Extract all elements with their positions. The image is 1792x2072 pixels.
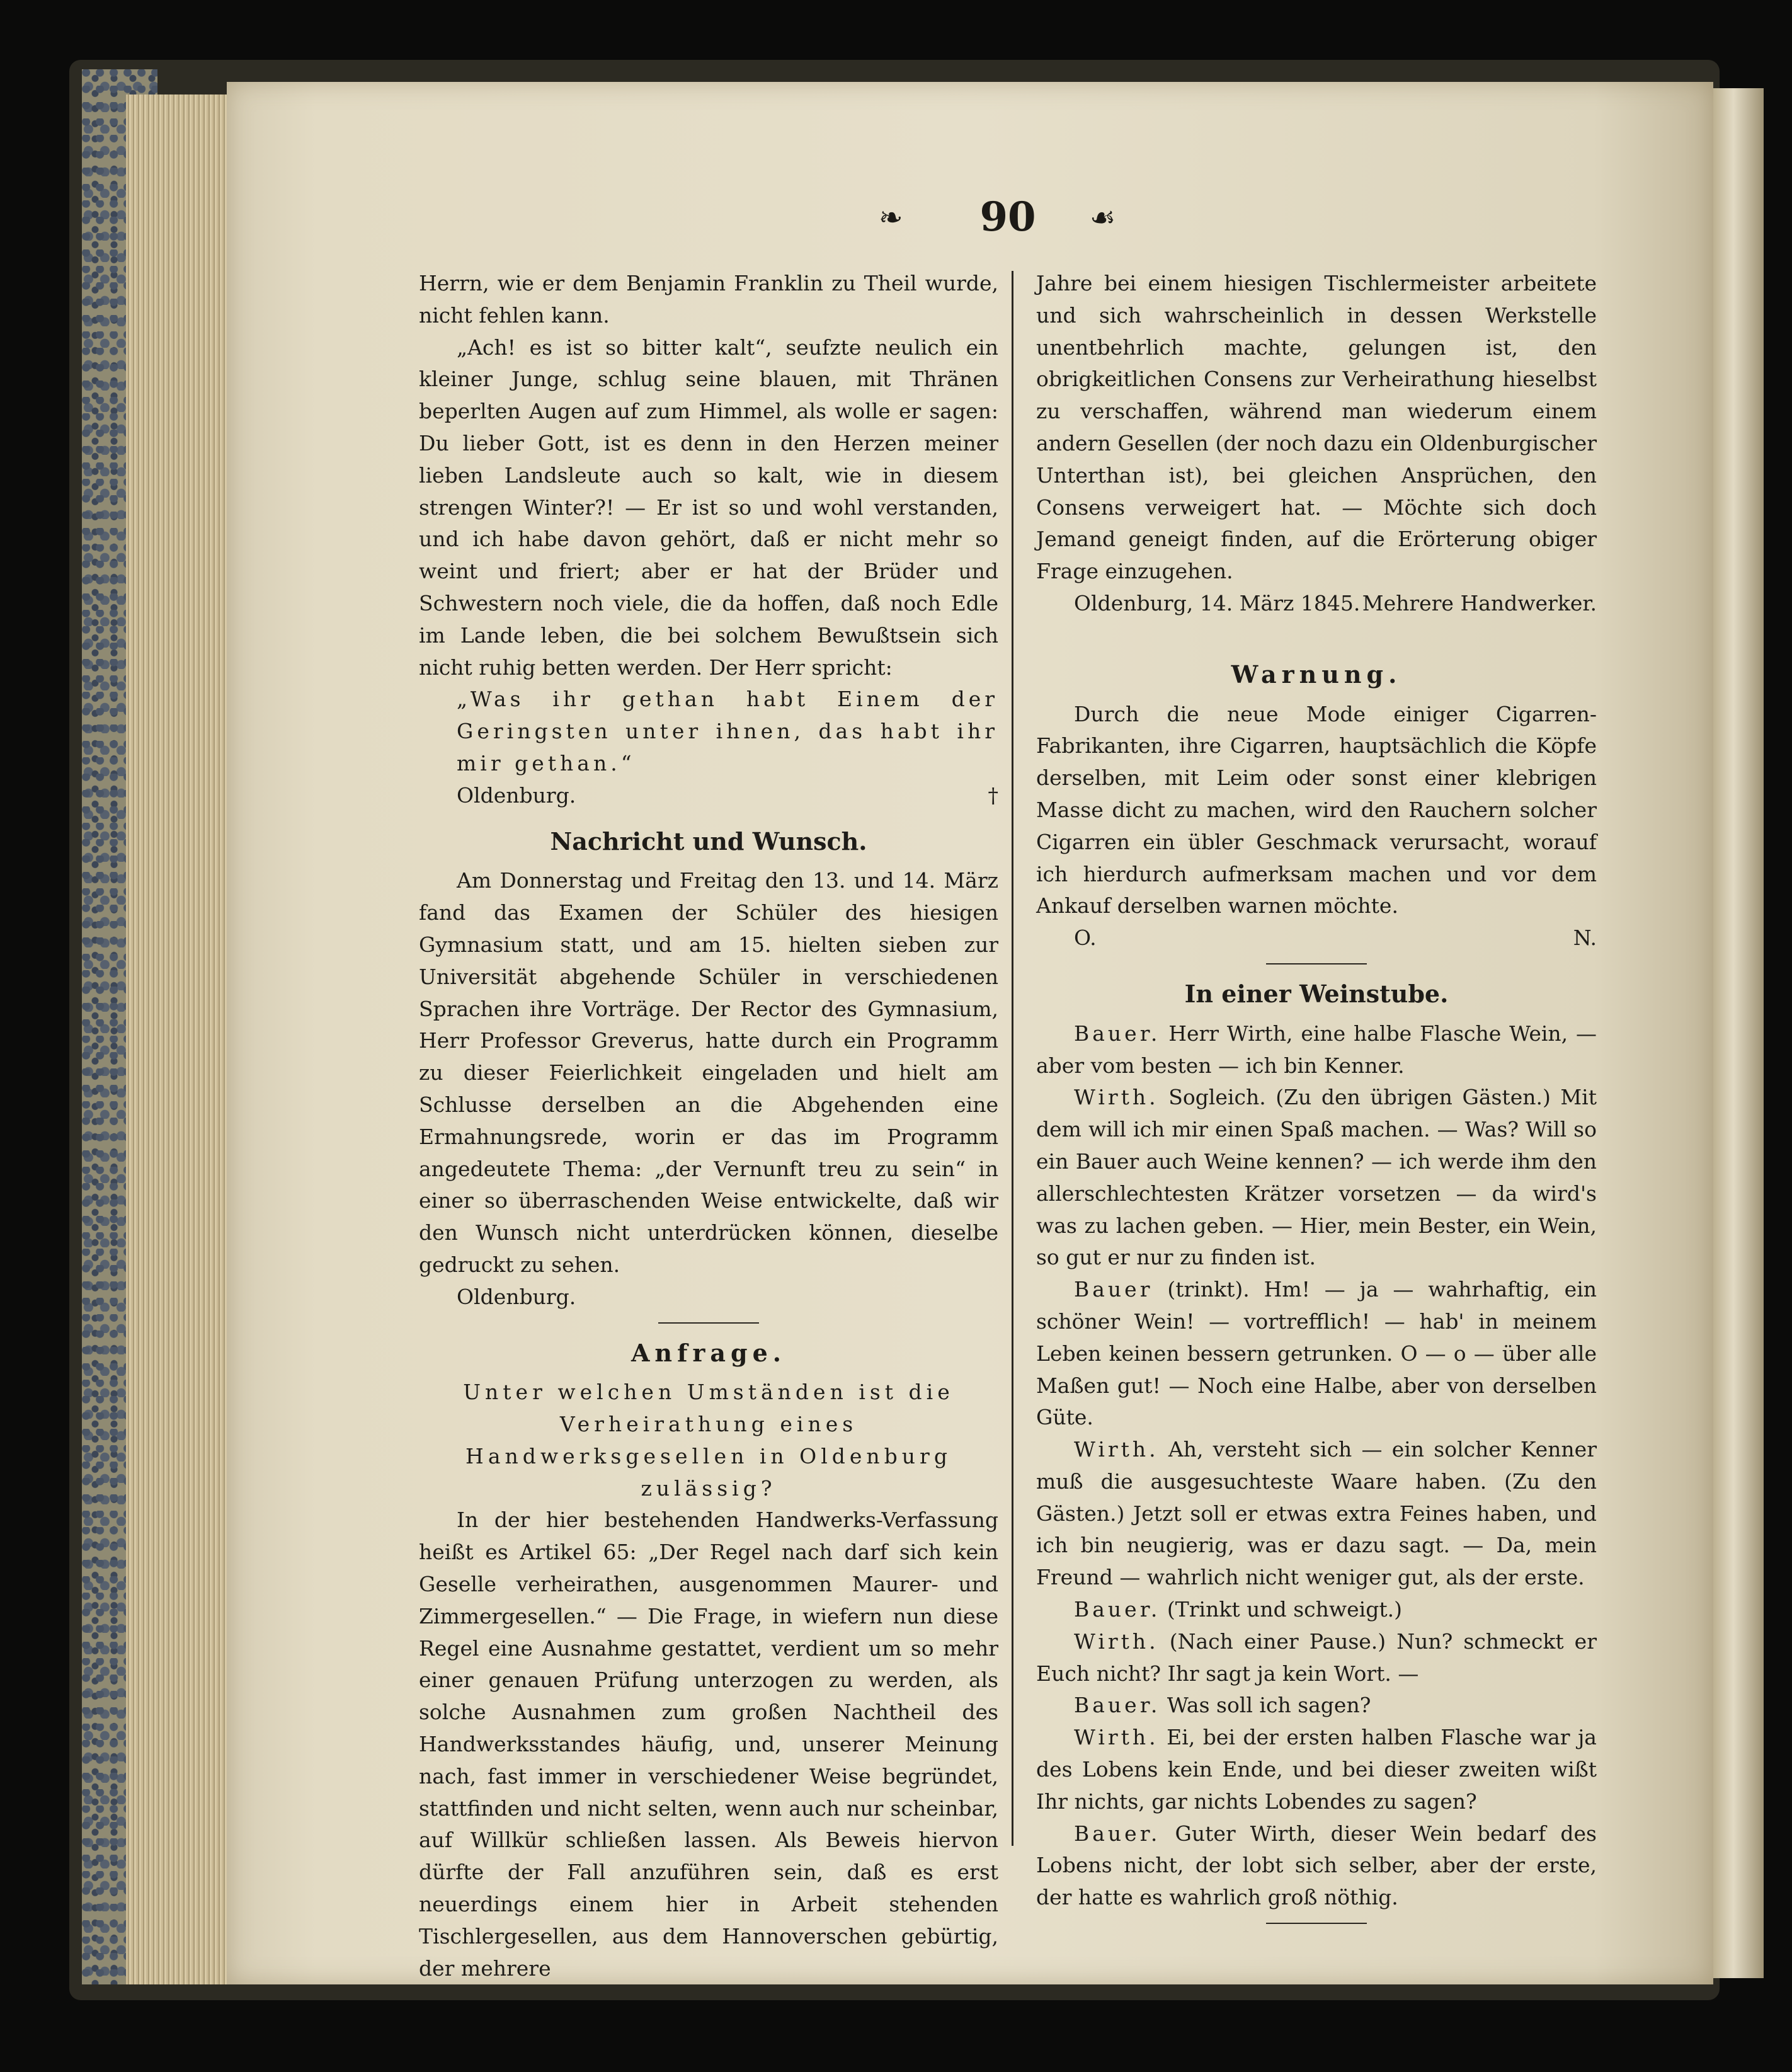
paragraph: Herrn, wie er dem Benjamin Franklin zu Theil wurde, nicht fehlen kann. bbox=[419, 271, 998, 328]
speaker: Wirth. bbox=[1074, 1628, 1159, 1654]
section-heading: Nachricht und Wunsch. bbox=[550, 827, 867, 856]
speaker: Wirth. bbox=[1074, 1437, 1159, 1462]
speaker: Wirth. bbox=[1074, 1085, 1159, 1110]
dialogue-text: Ei, bei der ersten halben Flasche war ja des Lobens kein Ende, und bei dieser zweiten wißt Ihr nichts, gar nichts Lobendes zu sagen? bbox=[1036, 1725, 1597, 1814]
section-heading: Anfrage. bbox=[631, 1338, 787, 1367]
dialogue-line bbox=[1036, 1274, 1597, 1434]
dialogue-text: (Nach einer Pause.) Nun? schmeckt er Euch nicht? Ihr sagt ja kein Wort. — bbox=[1036, 1628, 1597, 1686]
speaker: Bauer. bbox=[1074, 1821, 1161, 1846]
dialogue-line bbox=[1036, 1018, 1597, 1082]
speaker: Wirth. bbox=[1074, 1725, 1159, 1750]
dialogue-line bbox=[1036, 1722, 1597, 1817]
dialogue-line bbox=[1036, 1818, 1597, 1914]
signature-name: Mehrere Handwerker. bbox=[1362, 590, 1597, 615]
question: Unter welchen Umständen ist die Verheirathung eines Handwerksgesellen in Oldenburg zulässig? bbox=[463, 1380, 954, 1501]
dialogue-text: Sogleich. (Zu den übrigen Gästen.) Mit dem will ich mir einen Spaß machen. — Was? Will so ein Bauer auch Weine kennen? — ich werde ihm den allerschlechtesten Krätzer vorsetzen — da wird's was zu lachen geben. — Hier, mein Bester, ein Wein, so gut er nur zu finden ist. bbox=[1036, 1085, 1597, 1270]
separator-rule bbox=[1266, 963, 1367, 964]
page-number: 90 bbox=[979, 193, 1036, 241]
right-ornament-icon: ☙ bbox=[1090, 200, 1116, 234]
column-divider bbox=[1012, 271, 1013, 1846]
left-ornament-icon: ❧ bbox=[879, 200, 903, 234]
facing-page-edge bbox=[1713, 88, 1764, 1978]
speaker: Bauer. bbox=[1074, 1021, 1161, 1046]
dialogue-text: Guter Wirth, dieser Wein bedarf des Lobens nicht, der lobt sich selber, aber der erste, der hatte es wahrlich groß nöthig. bbox=[1036, 1821, 1597, 1910]
bible-quote: „Was ihr gethan habt Einem der Geringsten unter ihnen, das habt ihr mir gethan.“ bbox=[457, 687, 998, 776]
section-heading: In einer Weinstube. bbox=[1184, 979, 1449, 1008]
signature-initial: N. bbox=[1573, 925, 1597, 951]
paragraph: Am Donnerstag und Freitag den 13. und 14. März fand das Examen der Schüler des hiesigen Gymnasium statt, und am 15. hielten sieben zur Universität abgehende Schüler in verschiedenen Sprachen ihre Vorträge. Der Rector des Gymnasium, Herr Professor Greverus, hatte durch ein Programm zu dieser Feierlichkeit eingeladen und hielt am Schlusse derselben an die Abgehenden eine Ermahnungsrede, worin er das im Programm angedeutete Thema: „der Vernunft treu zu sein“ in einer so überraschenden Weise entwickelte, daß wir den Wunsch nicht unterdrücken können, dieselbe gedruckt zu sehen. bbox=[419, 868, 998, 1277]
signature-mark: † bbox=[988, 782, 998, 808]
speaker: Bauer. bbox=[1074, 1693, 1161, 1718]
signature-place: Oldenburg. bbox=[457, 1284, 576, 1309]
signature bbox=[1036, 922, 1597, 954]
dialogue-text: Herr Wirth, eine halbe Flasche Wein, — aber vom besten — ich bin Kenner. bbox=[1036, 1021, 1597, 1078]
dialogue-line bbox=[1036, 1690, 1597, 1722]
speaker: Bauer. bbox=[1074, 1597, 1161, 1622]
signature bbox=[1036, 588, 1597, 620]
paragraph: Durch die neue Mode einiger Cigarren-Fabrikanten, ihre Cigarren, hauptsächlich die Köpfe derselben, mit Leim oder sonst einer klebrigen Masse dicht zu machen, wird den Rauchern solcher Cigarren ein übler Geschmack verursacht, worauf ich hierdurch aufmerksam machen und vor dem Ankauf derselben warnen möchte. bbox=[1036, 701, 1597, 919]
paragraph: In der hier bestehenden Handwerks-Verfassung heißt es Artikel 65: „Der Regel nach darf sich kein Geselle verheirathen, ausgenommen Maurer- und Zimmergesellen.“ — Die Frage, in wiefern nun diese Regel eine Ausnahme gestattet, verdient um so mehr einer genauen Prüfung unterzogen zu werden, als solche Ausnahmen zum großen Nachtheil des Handwerksstandes häufig, und, unserer Meinung nach, fast immer in verschiedener Weise begründet, stattfinden und nicht selten, wenn auch nur scheinbar, auf Willkür schließen lassen. Als Beweis hiervon dürfte der Fall anzuführen sein, daß es erst neuerdings einem hier in Arbeit stehenden Tischlergesellen, aus dem Hannoverschen gebürtig, der mehrere bbox=[419, 1508, 998, 1981]
signature-initial: O. bbox=[1074, 925, 1097, 951]
dialogue-text: (Trinkt und schweigt.) bbox=[1167, 1597, 1402, 1622]
dialogue-line bbox=[1036, 1082, 1597, 1274]
dialogue-line bbox=[1036, 1434, 1597, 1594]
paragraph: Jahre bei einem hiesigen Tischlermeister arbeitete und sich wahrscheinlich in dessen Werkstelle unentbehrlich machte, gelungen ist, den obrigkeitlichen Consens zur Verheirathung hieselbst zu verschaffen, während man wiederum einem andern Gesellen (der noch dazu ein Oldenburgischer Unterthan ist), bei gleichen Ansprüchen, den Consens verweigert hat. — Möchte sich doch Jemand geneigt finden, auf die Erörterung obiger Frage einzugehen. bbox=[1036, 271, 1597, 584]
dialogue-line bbox=[1036, 1626, 1597, 1690]
separator-rule bbox=[658, 1322, 759, 1324]
section-heading: Warnung. bbox=[1231, 660, 1402, 689]
signature bbox=[419, 780, 998, 812]
right-column bbox=[1036, 268, 1597, 1933]
page-edges bbox=[126, 94, 227, 1984]
signature-place: Oldenburg, 14. März 1845. bbox=[1074, 590, 1361, 615]
dialogue-text: Ah, versteht sich — ein solcher Kenner muß die ausgesuchteste Waare haben. (Zu den Gästen.) Jetzt soll er etwas extra Feines haben, und ich bin neugierig, was er dazu sagt. — Da, mein Freund — wahrlich nicht weniger gut, als der erste. bbox=[1036, 1437, 1597, 1590]
dialogue-text: Was soll ich sagen? bbox=[1167, 1693, 1371, 1718]
dialogue-line bbox=[1036, 1594, 1597, 1626]
speaker: Bauer bbox=[1074, 1277, 1153, 1302]
paragraph: „Ach! es ist so bitter kalt“, seufzte neulich ein kleiner Junge, schlug seine blauen, mit Thränen beperlten Augen auf zum Himmel, als wolle er sagen: Du lieber Gott, ist es denn in den Herzen meiner lieben Landsleute auch so kalt, wie in diesem strengen Winter?! — Er ist so und wohl verstanden, und ich habe davon gehört, daß er nicht mehr so weint und friert; aber er hat der Brüder und Schwestern noch viele, die da hoffen, daß noch Edle im Lande leben, die bei solchem Bewußtsein sich nicht ruhig betten werden. Der Herr spricht: bbox=[419, 335, 998, 680]
separator-rule bbox=[1266, 1923, 1367, 1924]
dialogue-text: (trinkt). Hm! — ja — wahrhaftig, ein schöner Wein! — vortrefflich! — hab' in meinem Leben keinen bessern getrunken. O — o — über alle Maßen gut! — Noch eine Halbe, aber von derselben Güte. bbox=[1036, 1277, 1597, 1430]
left-column bbox=[419, 268, 998, 1984]
signature-place: Oldenburg. bbox=[457, 782, 576, 808]
